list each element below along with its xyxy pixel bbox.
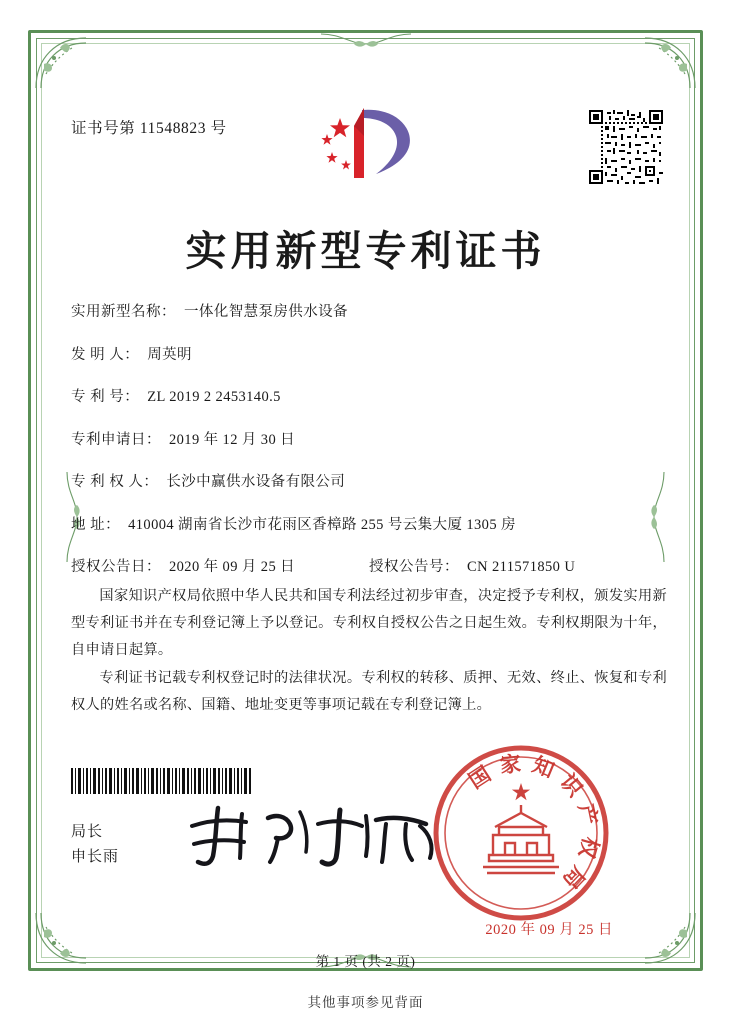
field-value: 一体化智慧泵房供水设备 (184, 304, 348, 320)
legal-paragraph: 专利证书记载专利权登记时的法律状况。专利权的转移、质押、无效、终止、恢复和专利权人的姓名或名称、国籍、地址变更等事项记载在专利登记簿上。 (71, 670, 667, 713)
seal-date: 2020 年 09 月 25 日 (485, 922, 613, 938)
field-value: ZL 2019 2 2453140.5 (147, 389, 281, 405)
cnipa-logo-icon (306, 100, 426, 186)
page-indicator: 第 1 页 (共 2 页) (315, 954, 416, 969)
field-label: 地 址： (71, 516, 121, 533)
legal-paragraph: 国家知识产权局依照中华人民共和国专利法经过初步审查，决定授予专利权，颁发实用新型专利证书并在专利登记簿上予以登记。专利权自授权公告之日起生效。专利权期限为十年，自申请日起算。 (71, 588, 667, 658)
legal-text (71, 583, 667, 720)
field-label: 实用新型名称： (71, 304, 176, 320)
field-row (71, 385, 671, 406)
footer-note: 其他事项参见背面 (307, 995, 424, 1010)
signature-block (71, 820, 119, 870)
field-row (71, 470, 671, 491)
barcode (71, 768, 251, 794)
official-seal (431, 743, 611, 923)
seal-text: 国家知识产权局 (463, 749, 605, 901)
certificate-number: 证书号第 11548823 号 (71, 120, 227, 137)
handwritten-signature (180, 800, 450, 870)
signature-role: 局长 (71, 824, 104, 840)
field-row (71, 300, 671, 321)
grant-date-label: 授权公告日： (71, 559, 161, 575)
edge-ornament-icon (321, 30, 411, 50)
field-label: 专 利 权 人： (71, 474, 159, 490)
field-value: 410004 湖南省长沙市花雨区香樟路 255 号云集大厦 1305 房 (128, 516, 516, 533)
field-label: 专 利 号： (71, 389, 140, 405)
field-list (71, 300, 671, 598)
grant-number-label: 授权公告号： (369, 559, 460, 575)
field-label: 发 明 人： (71, 346, 140, 363)
field-row (71, 343, 671, 364)
signature-name: 申长雨 (71, 849, 120, 865)
certificate-content (60, 78, 671, 969)
field-row (71, 513, 671, 534)
field-value: 长沙中赢供水设备有限公司 (166, 474, 346, 490)
field-value: 2019 年 12 月 30 日 (169, 431, 296, 448)
field-value: 周英明 (147, 346, 192, 363)
grant-row (71, 555, 671, 576)
page-title: 实用新型专利证书 (185, 227, 546, 275)
field-row (71, 428, 671, 449)
grant-number-value: CN 211571850 U (467, 559, 576, 575)
grant-date-value: 2020 年 09 月 25 日 (169, 559, 296, 575)
field-label: 专利申请日： (71, 431, 161, 448)
qr-code (589, 110, 663, 184)
